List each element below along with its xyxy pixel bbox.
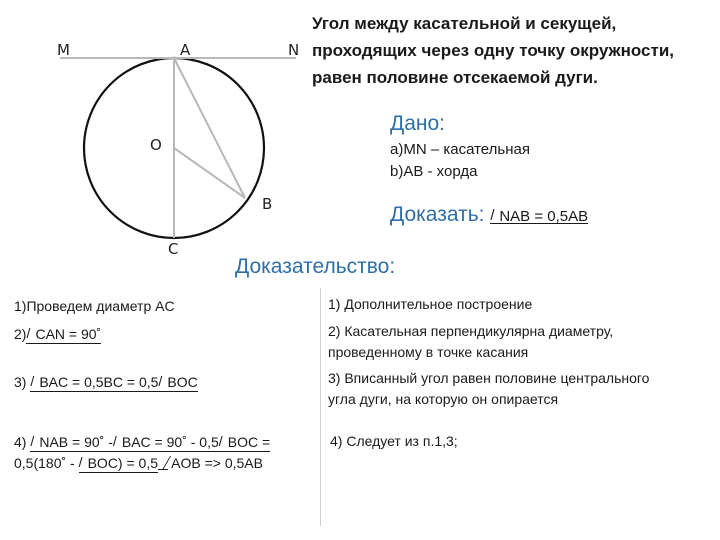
label-m: M (57, 41, 70, 59)
step-4-right: 4) Следует из п.1,3; (330, 433, 458, 449)
step-2-right (328, 321, 613, 363)
step-3-right-line: 3) Вписанный угол равен половине центрального (328, 370, 650, 386)
step-3-prefix: 3) (14, 374, 31, 390)
step-4-angle-bac: / BAC = 90˚ - 0,5 (113, 432, 219, 453)
step-4-line2-prefix: 0,5(180˚ - (14, 455, 79, 471)
step-2-angle: / CAN = 90˚ (26, 324, 101, 345)
chord-ab (174, 58, 245, 198)
step-2-left (14, 324, 101, 345)
step-2-prefix: 2) (14, 326, 27, 342)
step-1-right: 1) Дополнительное построение (328, 296, 533, 312)
step-3-right (328, 368, 649, 410)
step-3-angle-boc: / BOC (158, 372, 197, 393)
given-heading: Дано: (390, 112, 446, 135)
angle-symbol-icon (158, 456, 168, 470)
step-2-right-line: проведенному в точке касания (328, 344, 529, 360)
column-divider (320, 288, 321, 526)
label-b: B (262, 195, 273, 213)
prove-line (390, 203, 588, 227)
step-4-left-line1 (14, 432, 270, 453)
step-4-left (14, 432, 270, 474)
label-a: A (180, 41, 191, 59)
step-3-right-line: угла дуги, на которую он опирается (328, 391, 559, 407)
radius-ob (174, 148, 245, 198)
label-o: O (150, 136, 162, 154)
given-item-b: b)AB - хорда (390, 163, 478, 180)
theorem-statement (312, 10, 674, 91)
step-2-right-line: 2) Касательная перпендикулярна диаметру, (328, 323, 614, 339)
theorem-line: проходящих через одну точку окружности, (312, 41, 674, 60)
step-4-angle-nab: / NAB = 90˚ - (30, 432, 113, 453)
given-item-a: a)MN – касательная (390, 141, 530, 158)
step-4-line2-angle-boc: / BOC) = 0,5 (79, 453, 158, 474)
step-4-prefix: 4) (14, 434, 31, 450)
theorem-line: Угол между касательной и секущей, (312, 14, 617, 33)
theorem-line: равен половине отсекаемой дуги. (312, 68, 598, 87)
label-c: C (168, 240, 179, 258)
step-3-left (14, 372, 198, 393)
proof-heading: Доказательство: (235, 255, 396, 278)
step-4-angle-boc: / BOC = (219, 432, 270, 453)
step-4-line2-suffix: AOB => 0,5AB (168, 455, 263, 471)
step-1-left: 1)Проведем диаметр AC (14, 298, 175, 314)
label-n: N (288, 41, 300, 59)
step-3-angle-bac: / BAC = 0,5BC = 0,5 (30, 372, 158, 393)
prove-heading: Доказать: (390, 203, 485, 226)
prove-statement: / NAB = 0,5AB (490, 208, 588, 225)
step-4-left-line2 (14, 453, 270, 474)
